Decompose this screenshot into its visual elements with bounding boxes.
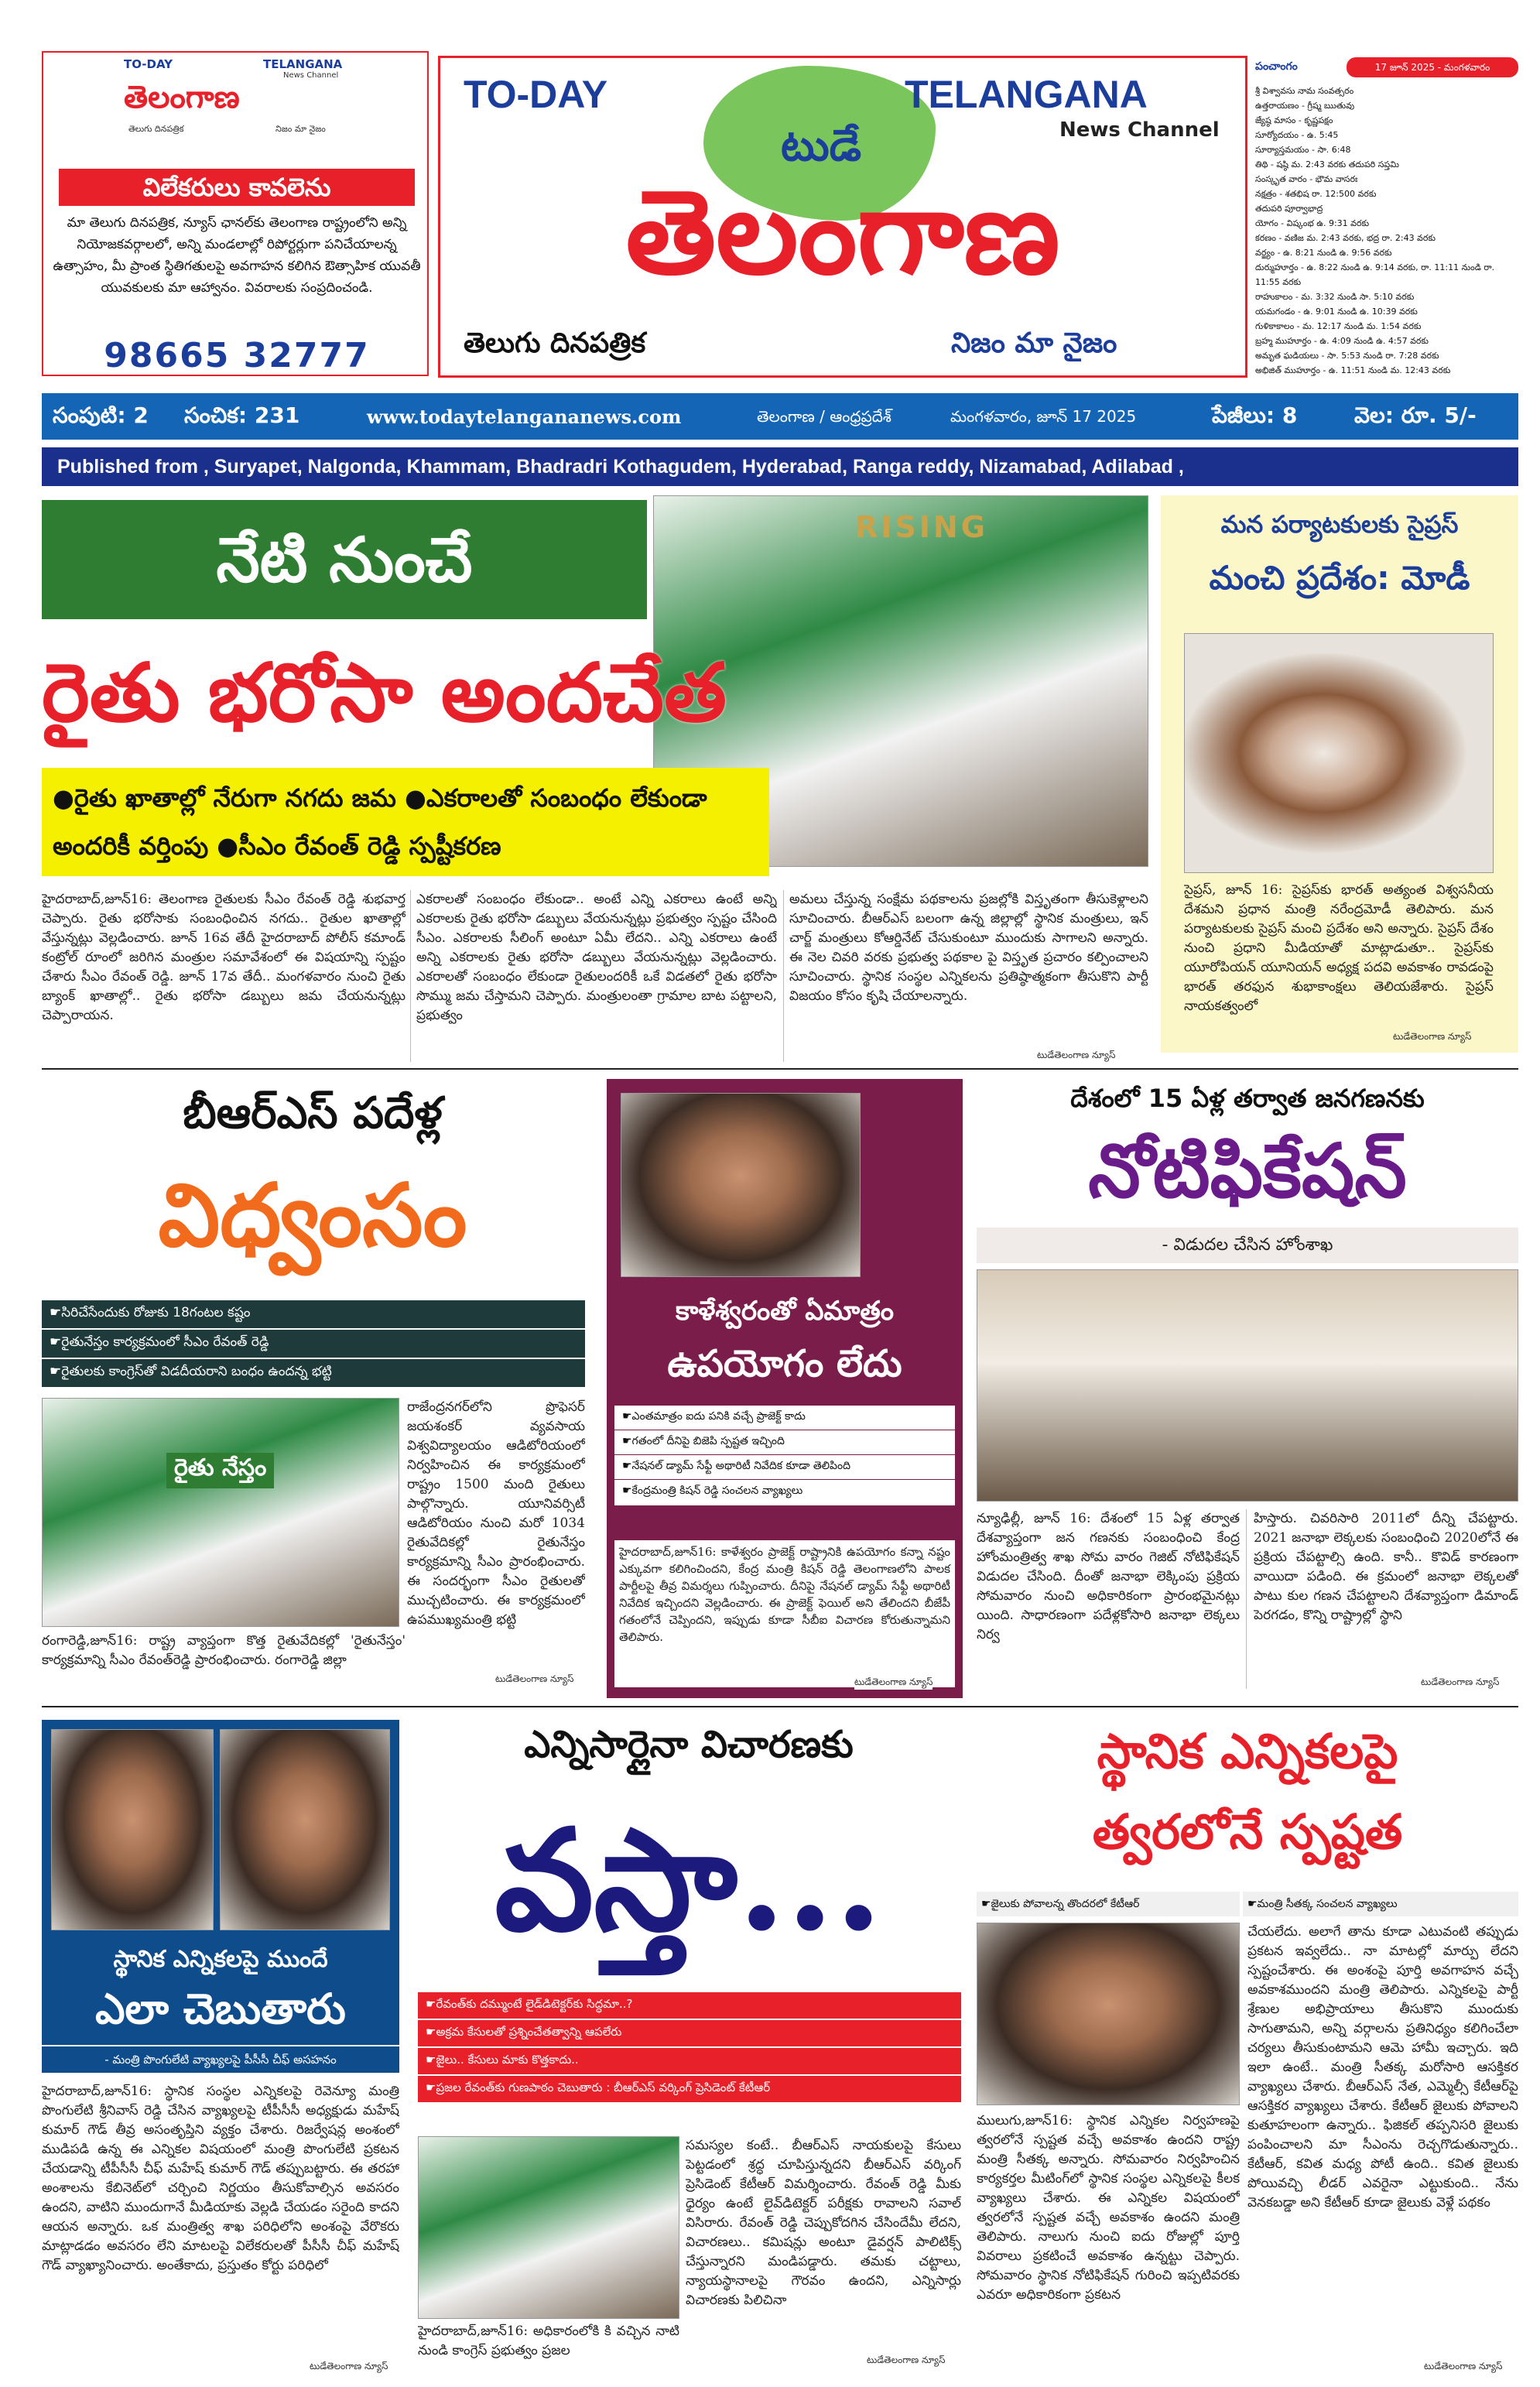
ad-logo-telugu: తెలంగాణ — [124, 79, 240, 115]
cyprus-story-box — [1161, 495, 1518, 1053]
lead-col-1: హైదరాబాద్,జూన్16: తెలంగాణ రైతులకు సీఎం రేవంత్ రెడ్డి శుభవార్త చెప్పారు. రైతు భరోసాకు సంబంధించిన నగదు.. రైతుల ఖాతాల్లో వేస్తున్నట్లు వెల్లడించారు. జూన్ 16వ తేదీ హైదరాబాద్ పోలీస్ కమాండ్ కంట్రోల్ రూంలో జరిగిన మంత్రుల సమావేశంలో ఈ విషయాన్ని స్పష్టం చేశారు సీఎం రేవంత్ రెడ్డి. జూన్ 17వ తేదీ.. మంగళవారం నుంచి రైతు బ్యాంక్ ఖాతాల్లో.. రైతు భరోసా డబ్బులు జమ చేయనున్నట్లు చెప్పారాయన. — [42, 892, 406, 1023]
lead-headline: రైతు భరోసా అందచేత — [42, 645, 727, 740]
census-kicker: దేశంలో 15 ఏళ్ల తర్వాత జనగణనకు — [1070, 1084, 1425, 1113]
brs-kicker: బీఆర్ఎస్ పదేళ్ల — [183, 1088, 443, 1139]
brs-bullets — [42, 1300, 585, 1389]
panchangam-label: పంచాంగం — [1255, 60, 1298, 73]
brs-headline: విధ్వంసం — [158, 1165, 467, 1266]
ktr-bullet-2: ☛అక్రమ కేసులతో ప్రశ్నించేతత్వాన్ని ఆపలేరు — [418, 2020, 961, 2048]
kaleshwaram-bullet-1: ☛ఎంతమాత్రం ఐదు పనికి వచ్చే ప్రాజెక్ట్ కాదు — [614, 1406, 955, 1430]
published-from-bar: Published from , Suryapet, Nalgonda, Khammam, Bhadradri Kothagudem, Hyderabad, Ranga reddy, Nizamabad, Adilabad , — [42, 447, 1518, 486]
panchangam-line: కరణం - వణిజ మ. 2:43 వరకు, భద్ర రా. 2:43 వరకు — [1255, 233, 1436, 243]
reporters-wanted-ad — [42, 51, 429, 376]
rythu-nestham-photo — [42, 1398, 399, 1627]
seethakka-headline: త్వరలోనే స్పష్టత — [1092, 1803, 1403, 1860]
panchangam-line: తిథి - షష్ఠి మ. 2:43 వరకు తదుపరి సప్తమి — [1255, 159, 1399, 170]
cyprus-headline: మంచి ప్రదేశం: మోడీ — [1209, 559, 1470, 597]
ktr-headline: వస్తా... — [495, 1799, 883, 1962]
cyprus-kicker: మన పర్యాటకులకు సైప్రస్ — [1220, 511, 1459, 539]
seethakka-photo — [977, 1923, 1240, 2105]
panchangam-line: సూర్యాస్తమయం - సా. 6:48 — [1255, 145, 1351, 155]
ktr-bottom: హైదరాబాద్,జూన్16: అధికారంలోకి కి వచ్చిన నాటి నుండి కాంగ్రెస్ ప్రభుత్వం ప్రజల — [418, 2324, 679, 2358]
ktr-bullets — [418, 1992, 961, 2104]
ktr-bullet-4: ☛ప్రజల రేవంత్‌కు గుణపాఠం చెబుతారు : బీఆర్ఎస్ వర్కింగ్ ప్రెసిడెంట్ కేటీఆర్ — [418, 2076, 961, 2104]
logo-telangana: TELANGANA — [905, 73, 1148, 116]
kaleshwaram-kicker: కాళేశ్వరంతో ఏమాత్రం — [675, 1296, 895, 1327]
brs-bullet-2: ☛రైతునేస్తం కార్యక్రమంలో సీఎం రేవంత్ రెడ్డి — [42, 1330, 585, 1359]
census-col-1: న్యూఢిల్లీ, జూన్ 16: దేశంలో 15 ఏళ్ల తర్వాత దేశవ్యాప్తంగా జన గణనకు సంబంధించి కేంద్ర హోంమంత్రిత్వ శాఖ సోమ వారం గెజిట్ నోటిఫికేషన్ విడుదల చేసింది. దీంతో జనాభా లెక్కింపు ప్రక్రియ సోమవారం నుంచి అధికారికంగా ప్రారంభమైనట్లు యింది. సాధారణంగా పదేళ్లకోసారి జనాభా లెక్కలు నిర్వ — [977, 1511, 1240, 1642]
modi-photo — [1184, 633, 1494, 873]
ad-body: మా తెలుగు దినపత్రిక, న్యూస్ ఛానల్‌కు తెలంగాణ రాష్ట్రంలోని అన్ని నియోజకవర్గాలలో, అన్ని మండలాల్లో రిపోర్టర్లుగా పనిచేయాలన్న ఉత్సాహం, మీ ప్రాంత స్థితిగతులపై అవగాహన కలిగిన ఔత్సాహిక యువతీ యువకులకు మా ఆహ్వానం. వివరాలకు సంప్రదించండి. — [53, 215, 421, 296]
panchangam-line: తదుపరి పూర్వాభాద్ర — [1255, 204, 1323, 214]
cyprus-body: సైప్రస్, జూన్ 16: సైప్రస్‌కు భారత్ అత్యంత విశ్వసనీయ దేశమని ప్రధాన మంత్రి నరేంద్రమోడీ తెలిపారు. మన పర్యాటకులకు సైప్రస్ మంచి ప్రదేశం అని అన్నారు. సైప్రస్ దేశం నుంచి ప్రధాని మీడియాతో మాట్లాడుతూ.. సైప్రస్‌కు యూరోపియన్ యూనియన్ అధ్యక్ష పదవి అవకాశం రావడంపై భారత్ తరఫున శుభాకాంక్షలు తెలియజేశారు. సైప్రస్ నాయకత్వంలో — [1184, 882, 1494, 1014]
panchangam-line: యమగండం - ఉ. 9:01 నుండి ఉ. 10:39 వరకు — [1255, 307, 1418, 317]
issue-number: సంచిక: 231 — [184, 402, 300, 428]
section-rule-1 — [42, 1068, 1518, 1070]
logo-small-telugu: టుడే — [781, 120, 862, 171]
logo-big-telugu: తెలంగాణ — [625, 164, 1060, 300]
logo-today: TO-DAY — [464, 73, 608, 116]
kaleshwaram-bullet-3: ☛నేషనల్ డ్యామ్ సేఫ్టీ అథారిటీ నివేదిక కూడా తెలిపింది — [614, 1455, 955, 1480]
ad-logo-tag2: నిజం మా నైజం — [275, 124, 326, 134]
seethakka-col-bottom: ములుగు,జూన్16: స్థానిక ఎన్నికల నిర్వహణపై త్వరలోనే స్పష్టత వచ్చే అవకాశం ఉందని రాష్ట్ర మంత్రి సీతక్క అన్నారు. సోమవారం నిర్వహించిన కార్యకర్తల మీటింగ్‌లో స్థానిక సంస్థల ఎన్నికలపై కీలక వ్యాఖ్యలు చేశారు. ఈ ఎన్నికల విషయంలో త్వరలోనే స్పష్టత వచ్చే అవకాశం ఉందని మంత్రి తెలిపారు. నాలుగు నుంచి ఐదు రోజుల్లో పూర్తి వివరాలు ప్రకటించే అవకాశం ఉన్నట్టు చెప్పారు. సోమవారం స్థానిక నోటిఫికేషన్ గురించి ఇప్పటివరకు ఎవరూ అధికారికంగా ప్రకటన — [977, 2113, 1240, 2303]
ad-logo-tag1: తెలుగు దినపత్రిక — [128, 124, 184, 134]
ad-logo-today: TO-DAY — [124, 57, 173, 71]
seethakka-col-right: చేయలేదు. అలాగే తాను కూడా ఎటువంటి తప్పుడు ప్రకటన ఇవ్వలేదు.. నా మాటల్లో మార్పు లేదని స్పష్టంచేశారు. ఈ అంశంపై పూర్తి అవగాహన వచ్చే అవకాశముందని మంత్రి తెలిపారు. ఎన్నికలపై పార్టీ శ్రేణుల అభిప్రాయాలు తీసుకొని ముందుకు సాగుతామని, అన్ని వర్గాలను ప్రతినిధ్యం కలిగించేలా చర్యలు తీసుకుంటామని ఆమె హామీ ఇచ్చారు. ఇది ఇలా ఉంటే.. మంత్రి సీతక్క మరోసారి ఆసక్తికర వ్యాఖ్యలు చేశారు. బీఆర్ఎస్ నేత, ఎమ్మెల్సీ కేటీఆర్‌పై ఆసక్తికర వ్యాఖ్యలు చేశారు. కేటీఆర్ జైలుకు పోవాలని కుతూహలంగా ఉన్నారు.. ఫిజికల్ తప్పనిసరి జైలుకు పంపించాలని మా సీఎంను రెచ్చగొడుతున్నారు.. కేటీఆర్, కవిత మధ్య పోటీ ఉంది.. కవిత జైలుకు పోయివచ్చి లీడర్ ఎవరైనా ఎట్టుకుంది.. నేను వెనకబడ్డా అని కేటీఆర్ కూడా జైలుకు వెళ్లే పథకం — [1247, 1924, 1518, 2211]
panchangam-line: నక్షత్రం - శతభిష రా. 12:500 వరకు — [1255, 189, 1377, 199]
panchangam-line: సంస్కృత వారం - భౌమ వాసరః — [1255, 174, 1358, 184]
brs-bullet-1: ☛సిరిచేసేందుకు రోజుకు 18గంటల కష్టం — [42, 1300, 585, 1330]
panchangam-line: బ్రహ్మ ముహూర్తం - ఉ. 4:09 నుండి ఉ. 4:57 వరకు — [1255, 336, 1429, 346]
kaleshwaram-box — [607, 1079, 963, 1698]
panchangam-box — [1255, 56, 1518, 379]
cyprus-credit: టుడేతెలంగాణ న్యూస్ — [1393, 1031, 1472, 1042]
seethakka-tag-left: ☛జైలుకు పోవాలన్న తొందరలో కేటీఆర్ — [977, 1892, 1240, 1916]
price: వెల: రూ. 5/- — [1354, 402, 1477, 428]
rythu-nestham-banner: రైతు నేస్తం — [166, 1453, 274, 1488]
brs-bottom-text: రంగారెడ్డి,జూన్16: రాష్ట్ర వ్యాప్తంగా కొత్త రైతువేదికల్లో 'రైతునేస్తం' కార్యక్రమాన్ని సీఎం రేవంత్‌రెడ్డి ప్రారంభించారు. రంగారెడ్డి జిల్లా — [42, 1633, 406, 1668]
panchangam-line: గుళికాకాలం - మ. 12:17 నుండి మ. 1:54 వరకు — [1255, 321, 1422, 331]
lead-col-2: ఎకరాలతో సంబంధం లేకుండా.. అంటే ఎన్ని ఎకరాలు ఉంటే అన్ని ఎకరాలకు రైతు భరోసా డబ్బులు వేయనున్నట్లు ప్రభుత్వం స్పష్టం చేసింది సీఎం. ఎకరాలకు సీలింగ్ అంటూ ఏమీ లేదని.. ఎన్ని ఎకరాలు ఉంటే అన్ని ఎకరాలకు రైతు భరోసా డబ్బులు వేయనున్నట్లు వెల్లడించారు. ఎకరాలతో సంబంధం లేకుండా రైతులందరికీ ఒకే విడతలో రైతు భరోసా సొమ్ము జమ చేస్తామని చెప్పారు. మంత్రులంతా గ్రామాల బాట పట్టాలని, ప్రభుత్వం — [416, 892, 777, 1023]
census-col-divider — [1246, 1509, 1247, 1689]
ad-logo-channel: News Channel — [283, 71, 339, 80]
page-count: పేజీలు: 8 — [1212, 402, 1298, 428]
issue-date: మంగళవారం, జూన్ 17 2025 — [950, 407, 1137, 426]
website-link[interactable]: www.todaytelangananews.com — [367, 406, 682, 428]
seethakka-kicker: స్థానిక ఎన్నికలపై — [1097, 1723, 1398, 1779]
ktr-credit: టుడేతెలంగాణ న్యూస్ — [867, 2354, 946, 2365]
brs-bullet-3: ☛రైతులకు కాంగ్రెస్‌తో విడదీయరాని బంధం ఉందన్న భట్టి — [42, 1359, 585, 1389]
brs-side-text: రాజేంద్రనగర్‌లోని ప్రొఫెసర్ జయశంకర్ వ్యవసాయ విశ్వవిద్యాలయం ఆడిటోరియంలో నిర్వహించిన ఈ కార్యక్రమంలో రాష్ట్రం 1500 మంది రైతులు పాల్గొన్నారు. యూనివర్సిటీ ఆడిటోరియం నుంచి మరో 1034 రైతువేదికల్లో రైతునేస్తం కార్యక్రమాన్ని సీఎం ప్రారంభించారు. ఈ సందర్భంగా సీఎం రైతులతో ముచ్చటించారు. ఈ కార్యక్రమంలో ఉపముఖ్యమంత్రి భట్టి — [407, 1399, 585, 1628]
ktr-bullet-3: ☛జైలు.. కేసులు మాకు కొత్తకాదు.. — [418, 2048, 961, 2076]
panchangam-line: యోగం - విష్కంభ ఉ. 9:31 వరకు — [1255, 218, 1370, 228]
lead-col-divider-1 — [410, 890, 411, 1062]
ad-phone: 98665 32777 — [104, 336, 370, 375]
states-label: తెలంగాణ / ఆంధ్రప్రదేశ్ — [757, 407, 891, 426]
kaleshwaram-bullets — [614, 1406, 955, 1505]
logo-news-channel: News Channel — [1059, 118, 1220, 142]
section-rule-2 — [42, 1706, 1518, 1707]
ad-logo-telangana: TELANGANA — [263, 57, 343, 71]
kaleshwaram-bullet-2: ☛గతంలో దీనిపై బిజెపి స్పష్టత ఇచ్చింది — [614, 1430, 955, 1455]
panchangam-line: అభిజిత్ ముహూర్తం - ఉ. 11:51 నుండి మ. 12:43 వరకు — [1255, 365, 1451, 375]
census-sub: - విడుదల చేసిన హోంశాఖ — [977, 1228, 1518, 1263]
logo-tagline-left: తెలుగు దినపత్రిక — [464, 327, 646, 359]
seethakka-credit: టుడేతెలంగాణ న్యూస్ — [1424, 2361, 1503, 2372]
panchangam-line: అమృత ఘడియలు - సా. 5:53 నుండి రా. 7:28 వరకు — [1255, 351, 1439, 361]
panchangam-line: వర్జ్యం - ఉ. 8:21 నుండి ఉ. 9:56 వరకు — [1255, 248, 1392, 258]
ponguleti-photo-left — [51, 1729, 214, 1930]
ponguleti-credit: టుడేతెలంగాణ న్యూస్ — [310, 2361, 388, 2372]
census-col-2: హిస్తారు. చివరిసారి 2011లో దీన్ని చేపట్టారు. 2021 జనాభా లెక్కలకు సంబంధించి 2020లోనే ఈ ప్రక్రియ చేపట్టాల్సి ఉంది. కానీ.. కొవిడ్ కారణంగా వాయిదా పడింది. ఈ క్రమంలో జనాభా లెక్కలతో పాటు కుల గణన చేపట్టాలని దేశవ్యాప్తంగా డిమాండ్ పెరగడం, కొన్ని రాష్ట్రాల్లో స్థాని — [1254, 1511, 1518, 1623]
ktr-bullet-1: ☛రేవంత్‌కు దమ్ముంటే లైడ్‌డిటెక్టర్‌కు సిద్ధమా..? — [418, 1992, 961, 2020]
ponguleti-sub: - మంత్రి పొంగులేటి వ్యాఖ్యలపై పీసీసీ చీఫ్ అసహనం — [42, 2046, 399, 2073]
kaleshwaram-bullet-4: ☛కేంద్రమంత్రి కిషన్ రెడ్డి సంచలన వ్యాఖ్యలు — [614, 1480, 955, 1505]
masthead-logo — [438, 56, 1247, 378]
info-bar — [42, 393, 1518, 440]
kaleshwaram-headline: ఉపయోగం లేదు — [667, 1342, 902, 1385]
photo-banner-text: RISING — [855, 510, 988, 544]
logo-tagline-right: నిజం మా నైజం — [951, 327, 1117, 359]
panchangam-line: రాహుకాలం - మ. 3:32 నుండి సా. 5:10 వరకు — [1255, 292, 1415, 302]
ktr-kicker: ఎన్నిసార్లైనా విచారణకు — [524, 1723, 854, 1766]
ad-heading: విలేకరులు కావలెను — [59, 169, 415, 206]
ponguleti-kicker: స్థానిక ఎన్నికలపై ముందే — [113, 1946, 328, 1973]
ponguleti-headline: ఎలా చెబుతారు — [95, 1985, 346, 2033]
ponguleti-body: హైదరాబాద్,జూన్16: స్థానిక సంస్థల ఎన్నికలపై రెవెన్యూ మంత్రి పొంగులేటి శ్రీనివాస్ రెడ్డి చేసిన వ్యాఖ్యలపై టీపీసీసీ అధ్యక్షుడు మహేష్ కుమార్ గౌడ్ తీవ్ర అసంతృప్తిని వ్యక్తం చేశారు. రిజర్వేషన్ల అంశంలో ముడిపడి ఉన్న ఈ ఎన్నికల విషయంలో మంత్రి పొంగులేటి ప్రకటన చేయడాన్ని టీపీసీసీ చీఫ్ మహేష్ కుమార్ గౌడ్ తప్పుబట్టారు. ఈ తరహా అంశాలను కేబినెట్‌లో చర్చించి నిర్ణయం తీసుకోవాల్సిన అవసరం ఉందని, వాటిని ముందుగానే మీడియాకు వెల్లడి చేయడం సరైంది కాదని ఆయన అన్నారు. ఒక మంత్రిత్వ శాఖ పరిధిలోని అంశంపై వేరొకరు మాట్లాడడం అవసరం లేని మాటలపై విలేకరులతో పీసీసీ చీఫ్ మహేష్ గౌడ్ వ్యాఖ్యానించారు. అంతేకాదు, ప్రస్తుతం కోర్టు పరిధిలో — [42, 2084, 399, 2273]
seethakka-tag-right: ☛మంత్రి సీతక్క సంచలన వ్యాఖ్యలు — [1243, 1892, 1518, 1916]
lead-kicker: నేటి నుంచే — [42, 500, 647, 619]
census-credit: టుడేతెలంగాణ న్యూస్ — [1421, 1676, 1500, 1687]
panchangam-date-badge: 17 జూన్ 2025 - మంగళవారం — [1347, 57, 1518, 77]
census-meeting-photo — [977, 1269, 1518, 1502]
ktr-col-right: సమస్యల కంటే.. బీఆర్ఎస్ నాయకులపై కేసులు పెట్టడంలో శ్రద్ధ చూపిస్తున్నదని బీఆర్ఎస్ వర్కింగ్ ప్రెసిడెంట్ కేటీఆర్ విమర్శించారు. రేవంత్ రెడ్డి మీకు ధైర్యం ఉంటే లైవ్‌డిటెక్టర్ పరీక్షకు రావాలని సవాల్ విసిరారు. రేవంత్ రెడ్డి చెప్పుకోదగిన చేసిందేమీ లేదని, విచారణలు.. కమిషన్లు అంటూ డైవర్షన్ పాలిటిక్స్ చేస్తున్నారని మండిపడ్డారు. తమకు చట్టాలు, న్యాయస్థానాలపై గౌరవం ఉందని, ఎన్నిసార్లు విచారణకు పిలిచినా — [686, 2138, 961, 2308]
panchangam-lines — [1255, 84, 1518, 378]
panchangam-line: సూర్యోదయం - ఉ. 5:45 — [1255, 130, 1339, 140]
panchangam-line: దుర్ముహూర్తం - ఉ. 8:22 నుండి ఉ. 9:14 వరకు, రా. 11:11 నుండి రా. 11:55 వరకు — [1255, 262, 1495, 287]
census-headline: నోటిఫికేషన్ — [1088, 1127, 1407, 1214]
lead-col-3: అమలు చేస్తున్న సంక్షేమ పథకాలను ప్రజల్లోకి విస్తృతంగా తీసుకెళ్లాలని సూచించారు. బీఆర్ఎస్ బలంగా ఉన్న జిల్లాల్లో స్థానిక మంత్రులు, ఇన్ చార్జ్ మంత్రులు కోఆర్డినేట్ చేసుకుంటూ ముందుకు సాగాలని అన్నారు. ఈ నెల చివరి వరకు ప్రభుత్వ పథకాల పై విస్తృత ప్రచారం కల్పించాలని సూచించారు. స్థానిక సంస్థల ఎన్నికలను ప్రతిష్ఠాత్మకంగా తీసుకొని పార్టీ విజయం కోసం కృషి చేయాలన్నారు. — [789, 892, 1148, 1004]
ktr-photo — [418, 2136, 679, 2319]
lead-credit: టుడేతెలంగాణ న్యూస్ — [1037, 1050, 1116, 1060]
volume-number: సంపుటి: 2 — [53, 402, 149, 428]
lead-col-divider-2 — [783, 890, 784, 1062]
lead-bullets: ●రైతు ఖాతాల్లో నేరుగా నగదు జమ ●ఎకరాలతో సంబంధం లేకుండా అందరికీ వర్తింపు ●సీఎం రేవంత్ రెడ్డి స్పష్టీకరణ — [42, 768, 769, 876]
kishan-reddy-photo — [621, 1093, 861, 1277]
kaleshwaram-body: హైదరాబాద్,జూన్16: కాళేశ్వరం ప్రాజెక్ట్ రాష్ట్రానికి ఉపయోగం కన్నా నష్టం ఎక్కువగా కలిగించిందని, కేంద్ర మంత్రి కిషన్ రెడ్డి తెలంగాణలోని పాలక పార్టీలపై తీవ్ర విమర్శలు గుప్పించారు. దీనిపై నేషనల్ డ్యామ్ సేఫ్టీ అథారిటీ నివేదిక ఇచ్చిందని వెల్లడించారు. ఈ ప్రాజెక్ట్ ఫెయిల్ అని తేలిందని బీజేపీ గతంలోనే చెప్పిందని, ఇప్పుడు కూడా సీబీఐ విచారణ కోరుతున్నామని తెలిపారు. — [614, 1540, 955, 1687]
panchangam-line: జ్యేష్ఠ మాసం - కృష్ణపక్షం — [1255, 115, 1333, 125]
kaleshwaram-credit: టుడేతెలంగాణ న్యూస్ — [854, 1676, 933, 1690]
panchangam-line: శ్రీ విశ్వావసు నామ సంవత్సరం — [1255, 86, 1354, 96]
brs-credit: టుడేతెలంగాణ న్యూస్ — [495, 1673, 574, 1684]
ponguleti-box — [42, 1720, 399, 2045]
panchangam-line: ఉత్తరాయణం - గ్రీష్మ ఋతువు — [1255, 101, 1355, 111]
ponguleti-photo-right — [220, 1729, 390, 1930]
